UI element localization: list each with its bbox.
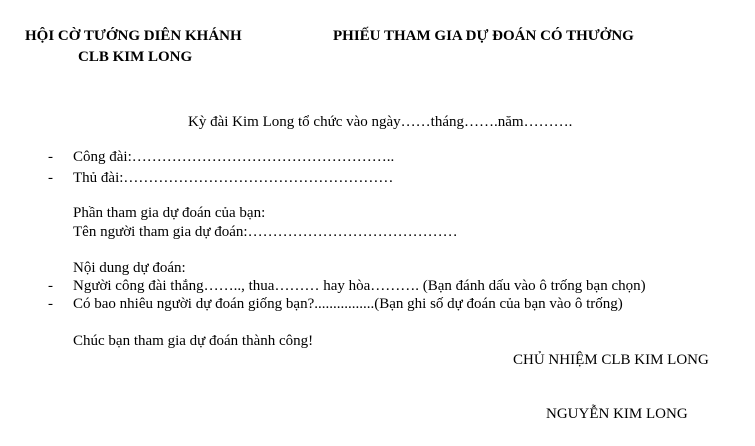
bullet-dash: - (48, 170, 53, 186)
participant-name-field: Tên người tham gia dự đoán:…………………………………… (73, 224, 458, 240)
bullet-dash: - (48, 296, 53, 312)
thu-dai-field: Thủ đài:……………………………………………… (73, 170, 394, 186)
cong-dai-field: Công đài:…………………………………………….. (73, 149, 395, 165)
prediction-count-field: Có bao nhiêu người dự đoán giống bạn?................(Bạn ghi số dự đoán của bạn vào ô trống) (73, 296, 623, 312)
club-name: CLB KIM LONG (78, 49, 193, 65)
intro-line: Kỳ đài Kim Long tổ chức vào ngày……tháng…….năm………. (188, 114, 573, 130)
signature-name: NGUYỄN KIM LONG (546, 406, 688, 422)
bullet-dash: - (48, 149, 53, 165)
prediction-outcome-field: Người công đài thắng…….., thua……… hay hòa………. (Bạn đánh dấu vào ô trống bạn chọn) (73, 278, 646, 294)
closing-wish: Chúc bạn tham gia dự đoán thành công! (73, 333, 314, 349)
form-title: PHIẾU THAM GIA DỰ ĐOÁN CÓ THƯỞNG (333, 28, 634, 44)
prediction-heading: Nội dung dự đoán: (73, 260, 186, 276)
organization-name: HỘI CỜ TƯỚNG DIÊN KHÁNH (25, 28, 242, 44)
bullet-dash: - (48, 278, 53, 294)
participant-heading: Phần tham gia dự đoán của bạn: (73, 205, 266, 221)
signature-title: CHỦ NHIỆM CLB KIM LONG (513, 352, 709, 368)
